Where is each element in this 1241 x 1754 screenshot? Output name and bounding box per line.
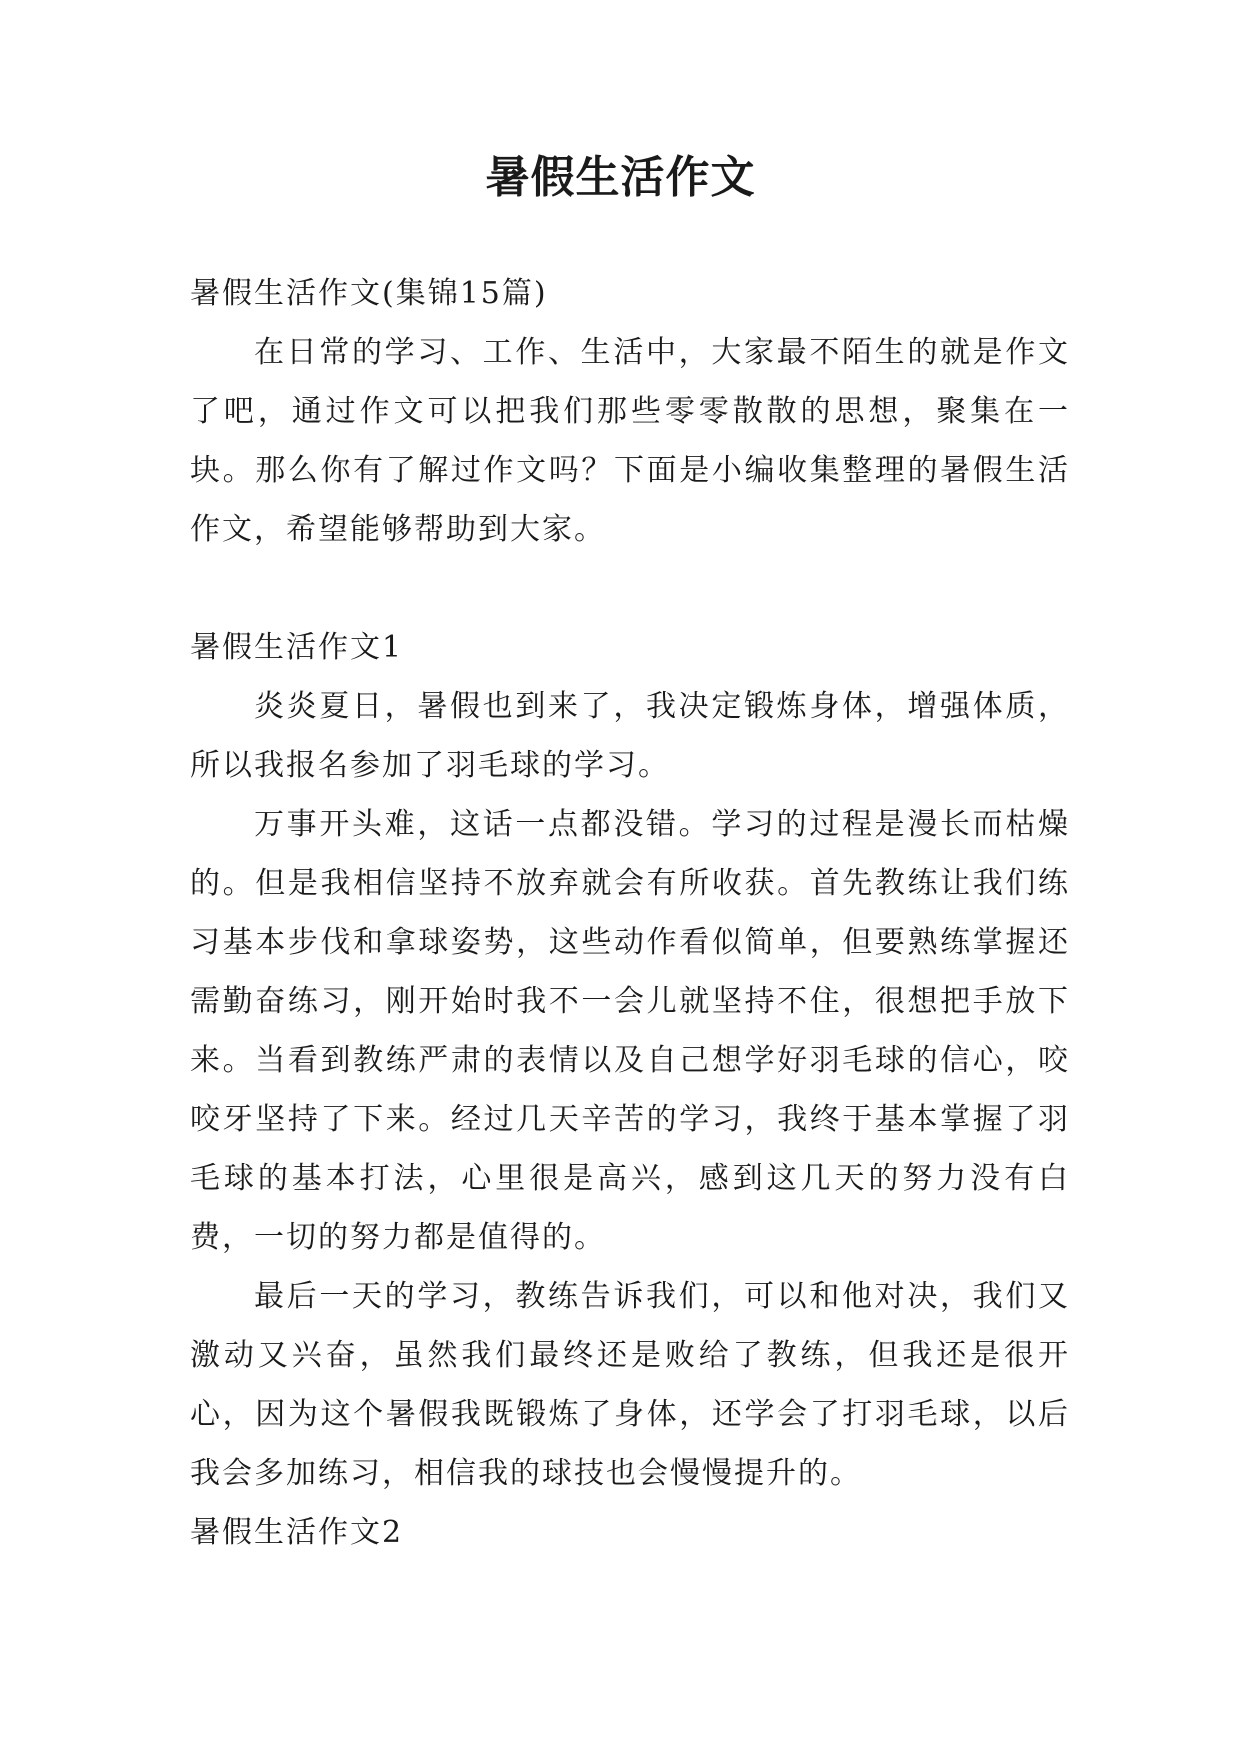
- document-body: [190, 264, 1070, 1562]
- document-subtitle: 暑假生活作文(集锦15篇): [190, 276, 548, 311]
- essay-2-heading: 暑假生活作文2: [190, 1515, 404, 1550]
- essay-1-paragraph-2: 万事开头难，这话一点都没错。学习的过程是漫长而枯燥的。但是我相信坚持不放弃就会有所收获。首先教练让我们练习基本步伐和拿球姿势，这些动作看似简单，但要熟练掌握还需勤奋练习，刚开始时我不一会儿就坚持不住，很想把手放下来。当看到教练严肃的表情以及自己想学好羽毛球的信心，咬咬牙坚持了下来。经过几天辛苦的学习，我终于基本掌握了羽毛球的基本打法，心里很是高兴，感到这几天的努力没有白费，一切的努力都是值得的。: [190, 807, 1070, 1255]
- essay-1-paragraph-1: 炎炎夏日，暑假也到来了，我决定锻炼身体，增强体质，所以我报名参加了羽毛球的学习。: [190, 689, 1070, 783]
- essay-1-paragraph-3: 最后一天的学习，教练告诉我们，可以和他对决，我们又激动又兴奋，虽然我们最终还是败给了教练，但我还是很开心，因为这个暑假我既锻炼了身体，还学会了打羽毛球，以后我会多加练习，相信我的球技也会慢慢提升的。: [190, 1279, 1070, 1491]
- intro-paragraph: 在日常的学习、工作、生活中，大家最不陌生的就是作文了吧，通过作文可以把我们那些零零散散的思想，聚集在一块。那么你有了解过作文吗？下面是小编收集整理的暑假生活作文，希望能够帮助到大家。: [190, 335, 1070, 547]
- essay-1-heading: 暑假生活作文1: [190, 630, 404, 665]
- document-title: 暑假生活作文: [485, 152, 756, 203]
